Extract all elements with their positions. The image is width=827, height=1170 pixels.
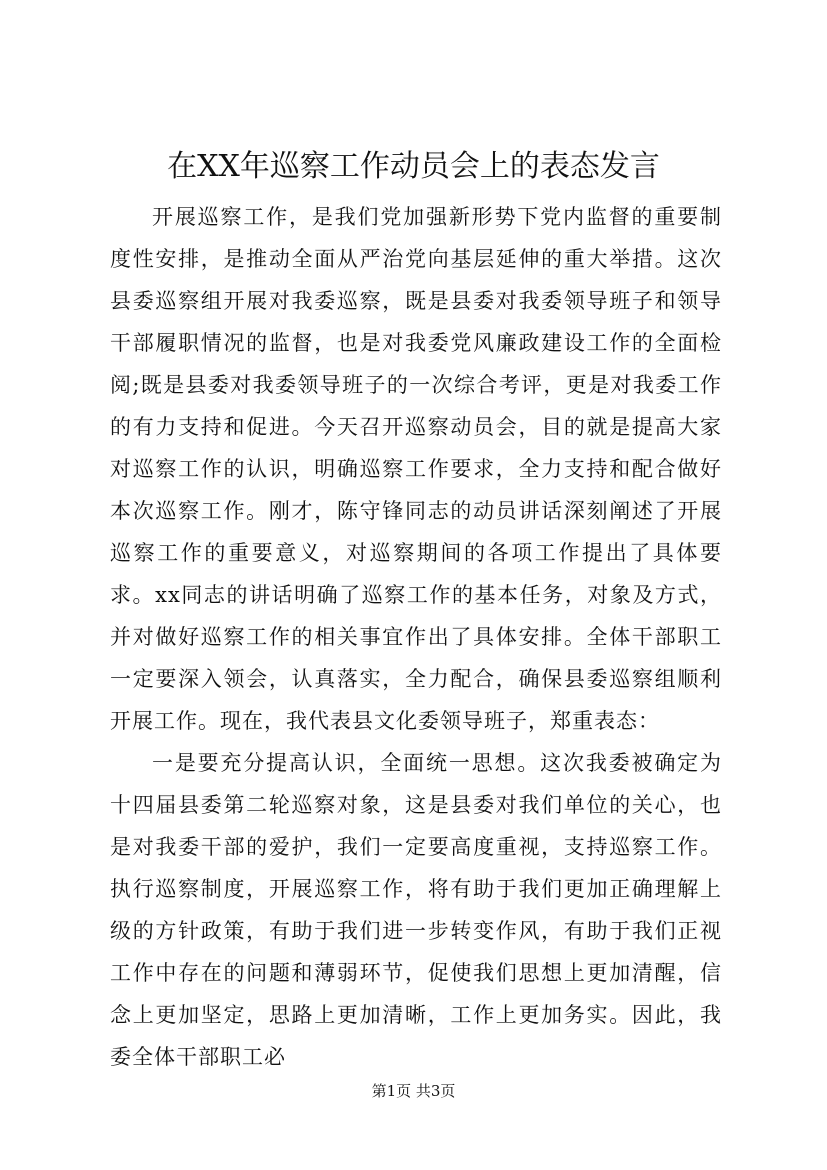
paragraph-1: 开展巡察工作，是我们党加强新形势下党内监督的重要制度性安排，是推动全面从严治党向基层延伸的重大举措。这次县委巡察组开展对我委巡察，既是县委对我委领导班子和领导干部履职情况的监督，也是对我委党风廉政建设工作的全面检阅;既是县委对我委领导班子的一次综合考评，更是对我委工作的有力支持和促进。今天召开巡察动员会，目的就是提高大家对巡察工作的认识，明确巡察工作要求，全力支持和配合做好本次巡察工作。刚才，陈守锋同志的动员讲话深刻阐述了开展巡察工作的重要意义，对巡察期间的各项工作提出了具体要求。xx同志的讲话明确了巡察工作的基本任务，对象及方式，并对做好巡察工作的相关事宜作出了具体安排。全体干部职工一定要深入领会，认真落实，全力配合，确保县委巡察组顺利开展工作。现在，我代表县文化委领导班子，郑重表态： bbox=[110, 205, 722, 733]
document-title: 在XX年巡察工作动员会上的表态发言 bbox=[167, 149, 660, 184]
paragraph-2: 一是要充分提高认识，全面统一思想。这次我委被确定为十四届县委第二轮巡察对象，这是县委对我们单位的关心，也是对我委干部的爱护，我们一定要高度重视，支持巡察工作。执行巡察制度，开展巡察工作，将有助于我们更加正确理解上级的方针政策，有助于我们进一步转变作风，有助于我们正视工作中存在的问题和薄弱环节，促使我们思想上更加清醒，信念上更加坚定，思路上更加清晰，工作上更加务实。因此，我委全体干部职工必 bbox=[110, 751, 722, 1069]
page-footer: 第1页 共3页 bbox=[371, 1082, 456, 1100]
document-body bbox=[110, 196, 722, 1078]
